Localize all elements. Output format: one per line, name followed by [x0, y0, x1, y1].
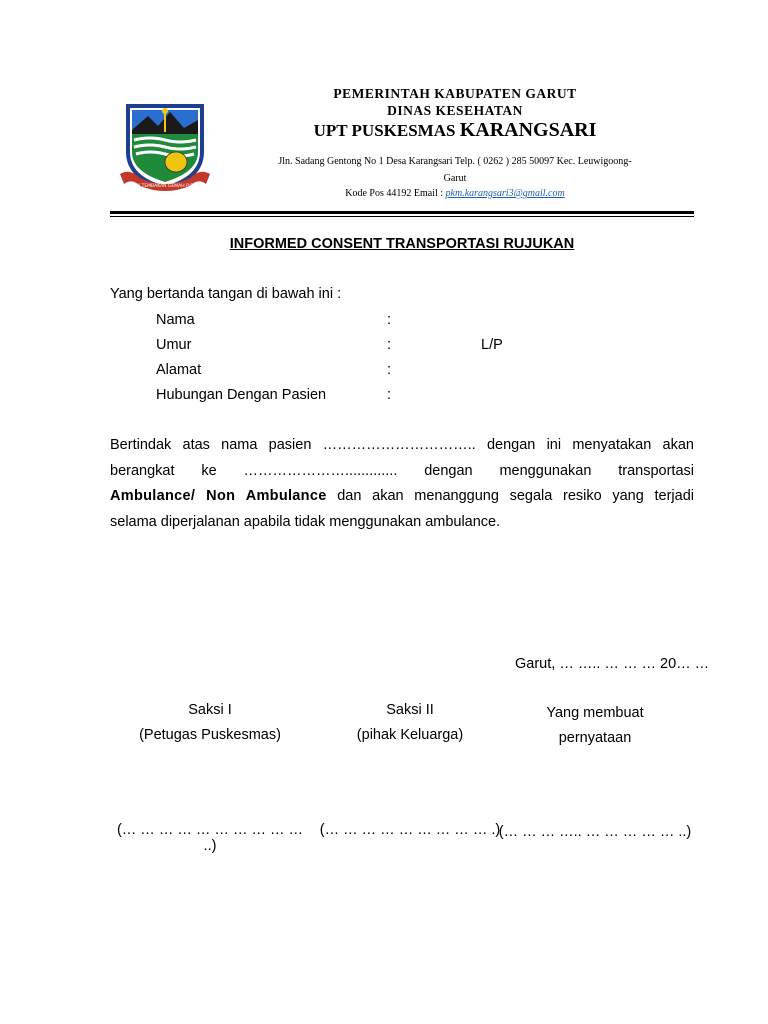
- statement-line-2: berangkat ke …………………............. dengan menggunakan transportasi: [110, 462, 694, 479]
- address-line-1: Jln. Sadang Gentong No 1 Desa Karangsari Telp. ( 0262 ) 285 50097 Kec. Leuwigoong-: [278, 156, 632, 167]
- signature-2-line: (… … … … … … … … … .): [319, 822, 501, 838]
- letterhead-government: PEMERINTAH KABUPATEN GARUT: [333, 86, 577, 101]
- signature-3-subtitle: pernyataan: [558, 730, 632, 746]
- signature-1-line: (… … … … … … … … … … ..): [116, 822, 304, 854]
- statement-line-1: Bertindak atas nama pasien ………………………….. dengan ini menyatakan akan: [110, 437, 694, 453]
- letterhead-institution: [220, 119, 690, 142]
- field-colon-nama: :: [387, 312, 392, 328]
- field-label-nama: Nama: [156, 312, 195, 328]
- intro-text: Yang bertanda tangan di bawah ini :: [110, 286, 342, 302]
- document-title: INFORMED CONSENT TRANSPORTASI RUJUKAN: [229, 236, 575, 252]
- institution-name: KARANGSARI: [459, 119, 597, 141]
- kode-pos-label: Kode Pos 44192 Email :: [345, 188, 444, 199]
- letterhead-department: DINAS KESEHATAN: [387, 103, 523, 118]
- field-colon-alamat: :: [387, 362, 392, 378]
- statement-line-3: [110, 484, 694, 510]
- garut-regency-emblem: [120, 100, 210, 196]
- field-colon-umur: :: [387, 337, 392, 353]
- transport-type: Ambulance/ Non Ambulance: [110, 488, 327, 504]
- signature-2-title: Saksi II: [386, 702, 434, 718]
- statement-line-3-rest: dan akan menanggung segala resiko yang terjadi: [326, 488, 694, 504]
- field-gender-lp: L/P: [481, 337, 503, 353]
- signature-1-subtitle: (Petugas Puskesmas): [139, 727, 281, 743]
- field-label-umur: Umur: [156, 337, 192, 353]
- statement-line-4: selama diperjalanan apabila tidak menggunakan ambulance.: [110, 513, 501, 530]
- email-link[interactable]: pkm.karangsari3@gmail.com: [445, 188, 565, 199]
- letterhead-divider-thin: [110, 216, 694, 217]
- letterhead-divider-thick: [110, 211, 694, 214]
- institution-prefix: UPT PUSKESMAS: [313, 121, 456, 140]
- field-colon-hubungan: :: [387, 387, 392, 403]
- field-label-alamat: Alamat: [156, 362, 202, 378]
- signature-3-line: (… … … ….. … … … … … ..): [498, 824, 692, 840]
- signature-1-title: Saksi I: [188, 702, 232, 718]
- letterhead-contact: [222, 188, 688, 199]
- letterhead-address: [222, 153, 688, 187]
- address-line-2: Garut: [443, 173, 467, 184]
- field-label-hubungan: Hubungan Dengan Pasien: [156, 387, 327, 403]
- signature-2-subtitle: (pihak Keluarga): [356, 727, 464, 743]
- date-line: Garut, … ….. … … … 20… …: [515, 656, 710, 672]
- signature-3-title: Yang membuat: [546, 705, 644, 721]
- statement-paragraph: [110, 433, 694, 535]
- logo-motto: DIDI TEMBAKAN GEMAH RIPAH: [130, 184, 200, 189]
